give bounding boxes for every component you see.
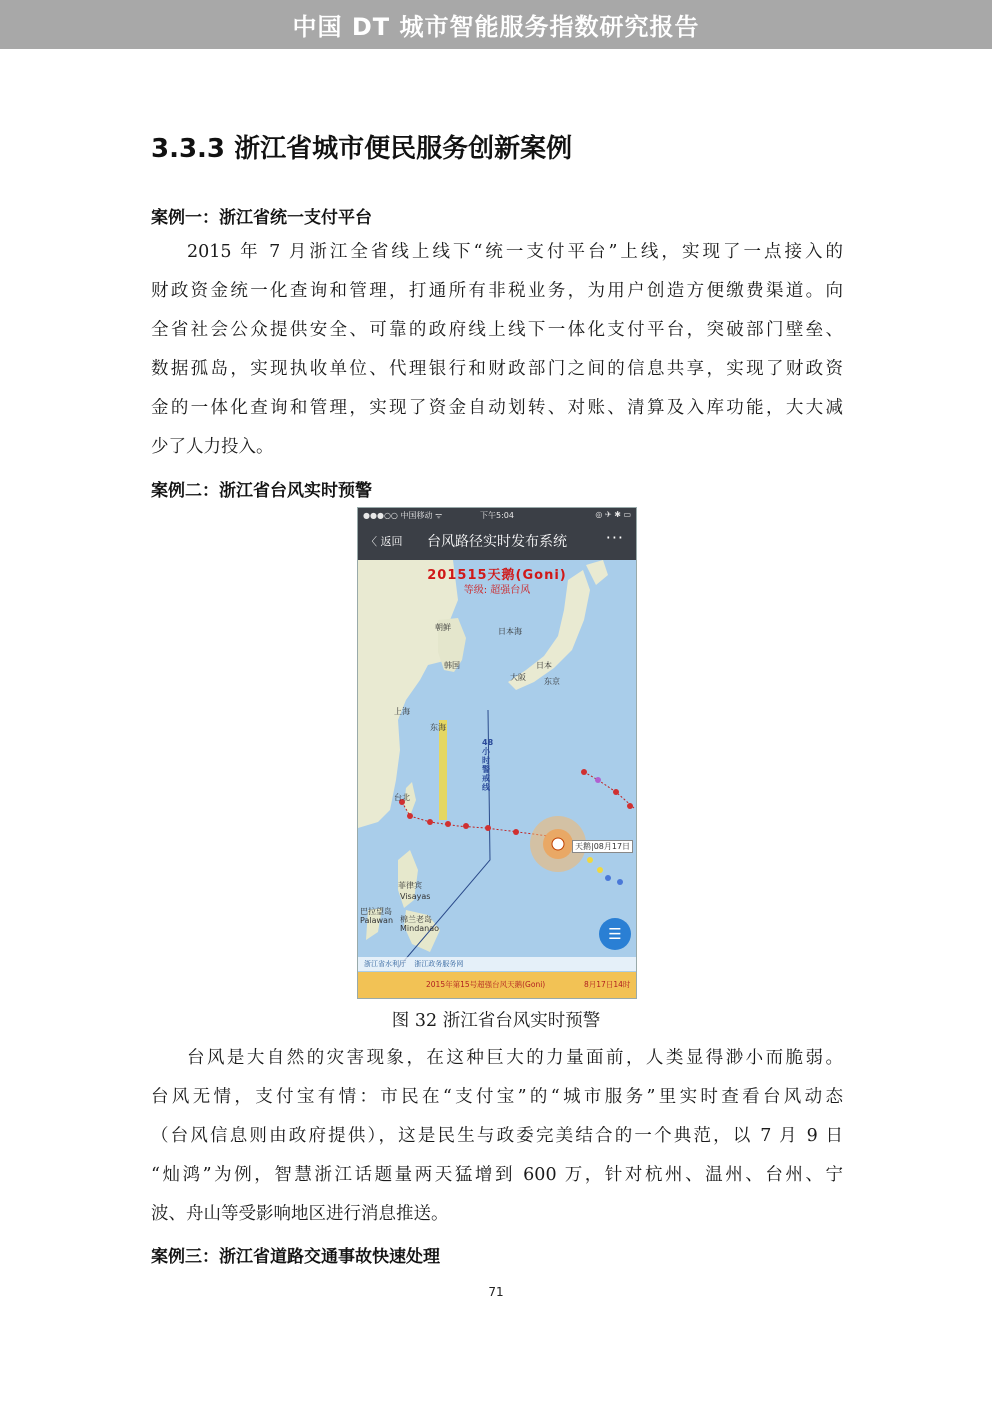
map-label: 巴拉望岛 (360, 907, 392, 916)
status-time: 下午5:04 (480, 511, 514, 520)
map-label: 棉兰老岛 (400, 915, 432, 924)
case1-line: 全省社会公众提供安全、可靠的政府线上线下一体化支付平台，突破部门壁垒、 (151, 320, 843, 340)
case1-line: 数据孤岛，实现执收单位、代理银行和财政部门之间的信息共享，实现了财政资 (151, 359, 843, 379)
case1-line: 少了人力投入。 (151, 437, 274, 457)
map-label: 大阪 (510, 673, 526, 682)
case1-paragraph (151, 233, 843, 467)
case2-line: 台风是大自然的灾害现象，在这种巨大的力量面前，人类显得渺小而脆弱。 (187, 1048, 843, 1068)
credit-item[interactable]: 浙江政务服务网 (414, 960, 464, 968)
app-nav-bar (358, 522, 636, 560)
case1-line: 2015 年 7 月浙江全省线上线下“统一支付平台”上线，实现了一点接入的 (187, 242, 843, 262)
report-title: 中国 DT 城市智能服务指数研究报告 (292, 13, 700, 41)
list-menu-button[interactable] (599, 918, 631, 950)
map-label: 韩国 (444, 661, 460, 670)
section-title: 3.3.3 浙江省城市便民服务创新案例 (151, 134, 573, 164)
typhoon-app-screenshot (357, 507, 637, 999)
map-label: 日本 (536, 661, 552, 670)
typhoon-info-title: 2015年第15号超强台风天鹅(Goni) (426, 980, 546, 989)
credit-item[interactable]: 浙江省水利厅 (364, 960, 406, 968)
case2-line: “灿鸿”为例，智慧浙江话题量两天猛增到 600 万，针对杭州、温州、台州、宁 (151, 1165, 843, 1185)
map-label: 台北 (394, 793, 410, 802)
map-label: 东海 (430, 723, 446, 732)
map-label: 朝鲜 (435, 623, 451, 632)
phone-status-bar (358, 508, 636, 522)
typhoon-name: 201515天鹅(Goni) (427, 568, 567, 583)
case3-heading: 案例三：浙江省道路交通事故快速处理 (151, 1247, 440, 1267)
status-icons: ◎ ✈ ✱ ▭ (595, 510, 631, 519)
app-title: 台风路径实时发布系统 (427, 534, 567, 550)
typhoon-tag[interactable]: 天鹅|08月17日 (572, 840, 633, 853)
typhoon-level: 等级: 超强台风 (463, 585, 531, 596)
typhoon-info-bar (358, 972, 636, 998)
warning-line-label: 48小时警戒线 (482, 738, 494, 792)
map-label: Palawan (360, 916, 394, 925)
map-label: 东京 (544, 677, 560, 686)
case2-line: （台风信息则由政府提供），这是民生与政委完美结合的一个典范，以 7 月 9 日 (151, 1126, 843, 1146)
map-label: Mindanao (400, 924, 440, 933)
figure-caption: 图 32 浙江省台风实时预警 (391, 1011, 601, 1031)
map-label: 上海 (394, 707, 410, 716)
case2-heading: 案例二：浙江省台风实时预警 (151, 481, 372, 501)
map-label: 日本海 (498, 627, 522, 636)
more-icon[interactable]: ··· (605, 528, 624, 547)
case1-line: 财政资金统一化查询和管理，打通所有非税业务，为用户创造方便缴费渠道。向 (151, 281, 843, 301)
typhoon-info-time: 8月17日14时 (584, 980, 631, 989)
back-button[interactable]: 〈 返回 (366, 535, 403, 548)
page-number: 71 (488, 1285, 504, 1299)
case2-paragraph (151, 1039, 843, 1234)
list-icon: ☰ (608, 925, 622, 943)
case1-line: 金的一体化查询和管理，实现了资金自动划转、对账、清算及入库功能，大大减 (151, 398, 843, 418)
case2-line: 波、舟山等受影响地区进行消息推送。 (151, 1204, 449, 1224)
map-credits (358, 957, 636, 971)
report-header (0, 0, 992, 49)
map-label: Visayas (400, 892, 431, 901)
typhoon-map[interactable] (358, 560, 636, 972)
carrier-label: ●●●○○ 中国移动 ᯤ (363, 511, 443, 520)
case2-line: 台风无情，支付宝有情：市民在“支付宝”的“城市服务”里实时查看台风动态 (151, 1087, 843, 1107)
case1-heading: 案例一：浙江省统一支付平台 (151, 208, 372, 228)
map-label: 菲律宾 (398, 881, 422, 890)
map-graphic (358, 560, 636, 972)
